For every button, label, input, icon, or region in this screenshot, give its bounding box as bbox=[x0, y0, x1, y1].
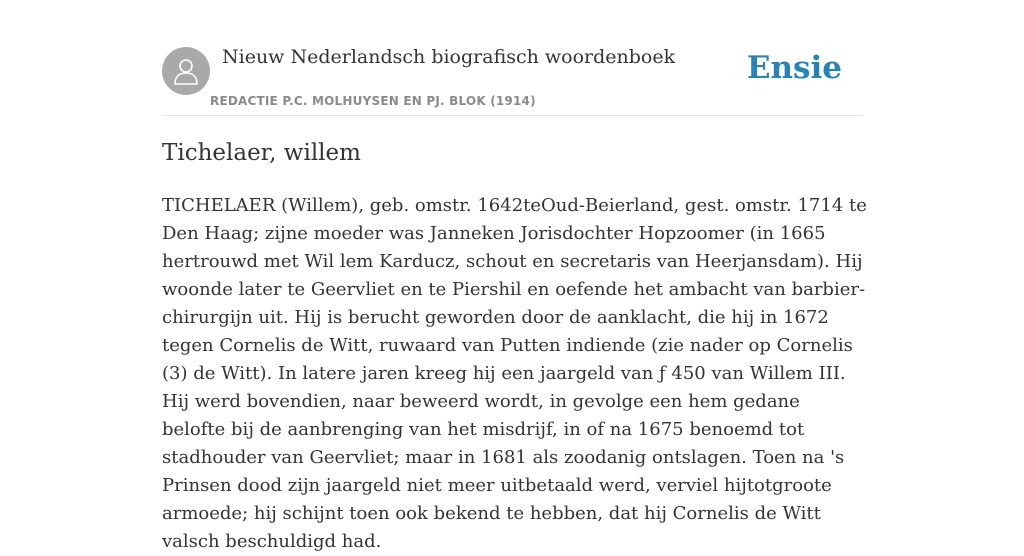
book-title[interactable]: Nieuw Nederlandsch biografisch woordenboek bbox=[222, 46, 676, 68]
user-icon bbox=[173, 57, 199, 85]
article-body: TICHELAER (Willem), geb. omstr. 1642teOud-Beierland, gest. omstr. 1714 te Den Haag; zijne moeder was Janneken Jorisdochter Hopzoomer (in 1665 hertrouwd met Wil lem Karducz, schout en secretaris van Heerjansdam). Hij woonde later te Geervliet en te Piershil en oefende het ambacht van barbier-chirurgijn uit. Hij is berucht geworden door de aanklacht, die hij in 1672 tegen Cornelis de Witt, ruwaard van Putten indiende (zie nader op Cornelis (3) de Witt). In latere jaren kreeg hij een jaargeld van ƒ 450 van Willem III. Hij werd bovendien, naar beweerd wordt, in gevolge een hem gedane belofte bij de aanbrenging van het misdrijf, in of na 1675 benoemd tot stadhouder van Geervliet; maar in 1681 als zoodanig ontslagen. Toen na 's Prinsen dood zijn jaargeld niet meer uitbetaald werd, verviel hijtotgroote armoede; hij schijnt toen ook bekend te hebben, dat hij Cornelis de Witt valsch beschuldigd had. bbox=[162, 195, 867, 552]
avatar[interactable] bbox=[162, 47, 210, 95]
ensie-logo[interactable]: Ensie bbox=[746, 50, 842, 86]
article-title: Tichelaer, willem bbox=[162, 140, 361, 166]
editors-subtitle: REDACTIE P.C. MOLHUYSEN EN PJ. BLOK (1914) bbox=[210, 94, 536, 108]
source-header bbox=[162, 40, 862, 116]
